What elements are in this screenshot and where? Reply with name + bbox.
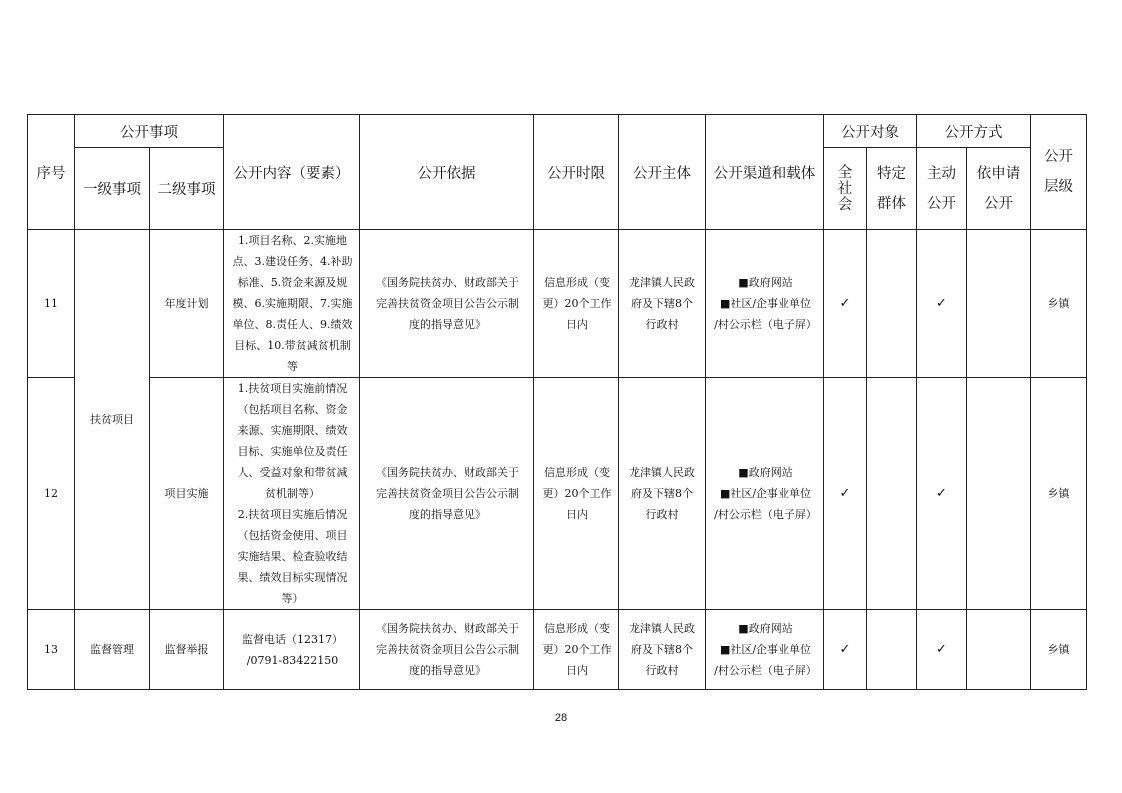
row-level1-merged: 扶贫项目 <box>75 230 150 610</box>
header-method-group: 公开方式 <box>917 115 1031 148</box>
row-level1: 监督管理 <box>75 610 150 690</box>
row-channel: ■政府网站 ■社区/企事业单位 /村公示栏（电子屏） <box>706 610 824 690</box>
header-items-group: 公开事项 <box>75 115 224 148</box>
header-channel: 公开渠道和载体 <box>706 115 824 230</box>
disclosure-table <box>27 114 1087 690</box>
header-target-all: 全 社 会 <box>824 148 867 230</box>
check-icon: ✓ <box>824 610 867 690</box>
row-level: 乡镇 <box>1031 378 1087 610</box>
table-row <box>28 378 1087 610</box>
check-icon: ✓ <box>824 230 867 378</box>
header-level: 公开 层级 <box>1031 115 1087 230</box>
row-method-request <box>967 610 1031 690</box>
header-time-limit: 公开时限 <box>534 115 619 230</box>
row-seq: 13 <box>28 610 75 690</box>
row-seq: 11 <box>28 230 75 378</box>
header-level1: 一级事项 <box>75 148 150 230</box>
header-target-group: 公开对象 <box>824 115 917 148</box>
row-seq: 12 <box>28 378 75 610</box>
header-basis: 公开依据 <box>360 115 534 230</box>
check-icon: ✓ <box>824 378 867 610</box>
check-icon: ✓ <box>917 230 967 378</box>
row-level2: 监督举报 <box>150 610 224 690</box>
row-channel: ■政府网站 ■社区/企事业单位 /村公示栏（电子屏） <box>706 230 824 378</box>
row-content: 1.项目名称、2.实施地 点、3.建设任务、4.补助 标准、5.资金来源及规 模、6.实施期限、7.实施 单位、8.责任人、9.绩效 目标、10.带贫减贫机制 等 <box>224 230 360 378</box>
check-icon: ✓ <box>917 378 967 610</box>
row-method-request <box>967 378 1031 610</box>
row-time-limit: 信息形成（变 更）20个工作 日内 <box>534 378 619 610</box>
table-row <box>28 610 1087 690</box>
row-content: 1.扶贫项目实施前情况 （包括项目名称、资金 来源、实施期限、绩效 目标、实施单位及责任 人、受益对象和带贫减 贫机制等） 2.扶贫项目实施后情况 （包括资金使用、项目 实施结果、检查验收结 果、绩效目标实现情况 等） <box>224 378 360 610</box>
row-level2: 项目实施 <box>150 378 224 610</box>
header-method-request: 依申请 公开 <box>967 148 1031 230</box>
row-channel: ■政府网站 ■社区/企事业单位 /村公示栏（电子屏） <box>706 378 824 610</box>
table-row <box>28 230 1087 378</box>
row-basis: 《国务院扶贫办、财政部关于 完善扶贫资金项目公告公示制 度的指导意见》 <box>360 230 534 378</box>
header-method-active: 主动 公开 <box>917 148 967 230</box>
row-basis: 《国务院扶贫办、财政部关于 完善扶贫资金项目公告公示制 度的指导意见》 <box>360 378 534 610</box>
header-level2: 二级事项 <box>150 148 224 230</box>
header-subject: 公开主体 <box>619 115 706 230</box>
row-time-limit: 信息形成（变 更）20个工作 日内 <box>534 230 619 378</box>
row-target-specific <box>867 378 917 610</box>
header-target-specific: 特定 群体 <box>867 148 917 230</box>
row-time-limit: 信息形成（变 更）20个工作 日内 <box>534 610 619 690</box>
check-icon: ✓ <box>917 610 967 690</box>
row-subject: 龙津镇人民政 府及下辖8个 行政村 <box>619 610 706 690</box>
row-basis: 《国务院扶贫办、财政部关于 完善扶贫资金项目公告公示制 度的指导意见》 <box>360 610 534 690</box>
row-subject: 龙津镇人民政 府及下辖8个 行政村 <box>619 230 706 378</box>
row-content: 监督电话（12317） /0791-83422150 <box>224 610 360 690</box>
row-target-specific <box>867 230 917 378</box>
row-subject: 龙津镇人民政 府及下辖8个 行政村 <box>619 378 706 610</box>
page-number: 28 <box>554 712 568 724</box>
header-content: 公开内容（要素） <box>224 115 360 230</box>
row-method-request <box>967 230 1031 378</box>
row-level: 乡镇 <box>1031 610 1087 690</box>
row-level2: 年度计划 <box>150 230 224 378</box>
header-seq: 序号 <box>28 115 75 230</box>
row-level: 乡镇 <box>1031 230 1087 378</box>
row-target-specific <box>867 610 917 690</box>
